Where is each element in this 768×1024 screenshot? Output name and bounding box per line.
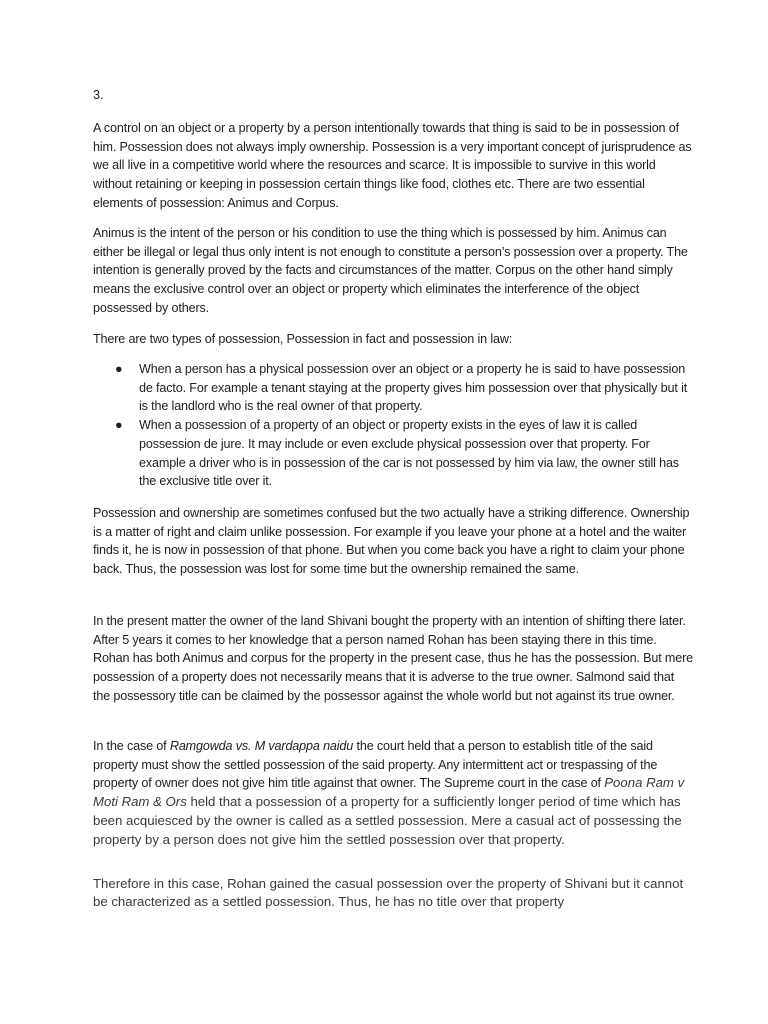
list-item [93,416,693,491]
case-law-text-b: the court held that a person to establish title of the said property must show the settled possession of the said property. Any intermittent act or trespassing of the property of owner does not give him title against that owner. The Supreme court in the case of [93,739,658,791]
paragraph-conclusion: Therefore in this case, Rohan gained the casual possession over the property of Shivani but it cannot be characterized as a settled possession. Thus, he has no title over that property [93,876,684,910]
paragraph-present-matter: In the present matter the owner of the land Shivani bought the property with an intention of shifting there later. After 5 years it comes to her knowledge that a person named Rohan has been staying there in this time. Rohan has both Animus and corpus for the property in the present case, thus he has the possession. But mere possession of a property does not necessarily means that it is adverse to the true owner. Salmond said that the possessory title can be claimed by the possessor against the whole world but not against its true owner. [93,614,694,703]
possession-types-list [93,360,693,491]
list-item-text: When a possession of a property of an object or property exists in the eyes of law it is called possession de jure. It may include or even exclude physical possession over that property. For example a driver who is in possession of the car is not possessed by him via law, the owner still has the exclusive title over it. [139,418,679,489]
case-law-text-a: In the case of [93,739,170,753]
paragraph-definition: A control on an object or a property by a person intentionally towards that thing is said to be in possession of him. Possession does not always imply ownership. Possession is a very important concept of jurisprudence as we all live in a competitive world where the resources and scarce. It is impossible to survive in this world without retaining or keeping in possession certain things like food, clothes etc. There are two essential elements of possession: Animus and Corpus. [93,121,692,210]
case-name-poona-ram: Poona Ram v Moti Ram & Ors [93,775,685,810]
paragraph-animus-corpus: Animus is the intent of the person or his condition to use the thing which is possessed by him. Animus can either be illegal or legal thus only intent is not enough to constitute a person’s possession over a property. The intention is generally proved by the facts and circumstances of the matter. Corpus on the other hand simply means the exclusive control over an object or property which eliminates the interference of the object possessed by others. [93,226,688,315]
bullet-icon: ● [115,362,123,376]
list-item [93,360,693,416]
paragraph-case-law [93,737,693,849]
list-item-text: When a person has a physical possession over an object or a property he is said to have possession de facto. For example a tenant staying at the property gives him possession over that physically but it is the landlord who is the real owner of that property. [139,362,688,414]
paragraph-ownership: Possession and ownership are sometimes confused but the two actually have a striking difference. Ownership is a matter of right and claim unlike possession. For example if you leave your phone at a hotel and the waiter finds it, he is now in possession of that phone. But when you come back you have a right to claim your phone back. Thus, the possession was lost for some time but the ownership remained the same. [93,506,690,577]
case-law-text-c: held that a possession of a property for a sufficiently longer period of time which has been acquiesced by the owner is called as a settled possession. Mere a casual act of possessing the property by a person does not give him the settled possession over that property. [93,794,682,847]
case-name-ramgowda: Ramgowda vs. M vardappa naidu [169,739,354,753]
question-number: 3. [93,88,104,102]
paragraph-types-intro: There are two types of possession, Possession in fact and possession in law: [93,332,513,346]
bullet-icon: ● [115,418,123,433]
